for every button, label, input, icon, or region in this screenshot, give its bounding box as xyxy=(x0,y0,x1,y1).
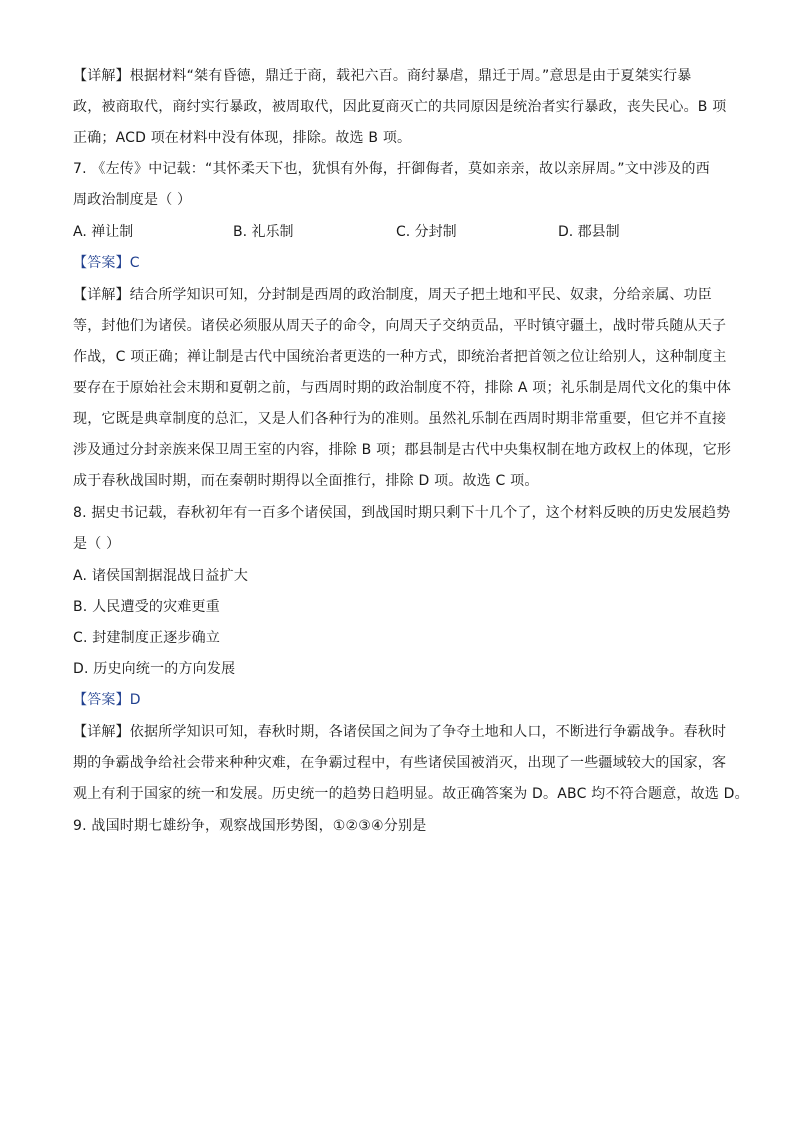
q8-option-b: B. 人民遭受的灾难更重 xyxy=(73,599,220,615)
q9-stem-line-1: 9. 战国时期七雄纷争，观察战国形势图，①②③④分别是 xyxy=(73,818,427,834)
q8-answer: 【答案】D xyxy=(73,692,141,708)
q7-option-c: C. 分封制 xyxy=(396,224,457,240)
q7-option-b: B. 礼乐制 xyxy=(233,224,294,240)
q8-stem-line-2: 是（ ） xyxy=(73,536,121,552)
q7-option-a: A. 禅让制 xyxy=(73,224,134,240)
q6-detail-line-1: 【详解】根据材料“桀有昏德，鼎迁于商，载祀六百。商纣暴虐，鼎迁于周。”意思是由于夏桀实行暴 xyxy=(73,68,692,84)
q8-option-d: D. 历史向统一的方向发展 xyxy=(73,661,236,677)
q6-detail-line-2: 政，被商取代，商纣实行暴政，被周取代，因此夏商灭亡的共同原因是统治者实行暴政，丧失民心。B 项 xyxy=(73,99,727,115)
q8-option-c: C. 封建制度正逐步确立 xyxy=(73,630,221,646)
q8-option-a: A. 诸侯国割据混战日益扩大 xyxy=(73,568,249,584)
q7-detail-line-5: 现，它既是典章制度的总汇，又是人们各种行为的准则。虽然礼乐制在西周时期非常重要，但它并不直接 xyxy=(73,411,727,427)
q7-detail-line-4: 要存在于原始社会末期和夏朝之前，与西周时期的政治制度不符，排除 A 项；礼乐制是周代文化的集中体 xyxy=(73,380,732,396)
q6-detail-line-3: 正确；ACD 项在材料中没有体现，排除。故选 B 项。 xyxy=(73,130,412,146)
q7-detail-line-7: 成于春秋战国时期，而在秦朝时期得以全面推行，排除 D 项。故选 C 项。 xyxy=(73,473,539,489)
q8-detail-line-2: 期的争霸战争给社会带来种种灾难，在争霸过程中，有些诸侯国被消灭，出现了一些疆域较大的国家，客 xyxy=(73,755,727,771)
q8-stem-line-1: 8. 据史书记载，春秋初年有一百多个诸侯国，到战国时期只剩下十几个了，这个材料反映的历史发展趋势 xyxy=(73,505,731,521)
q7-detail-line-2: 等，封他们为诸侯。诸侯必须服从周天子的命令，向周天子交纳贡品，平时镇守疆土，战时带兵随从天子 xyxy=(73,318,727,334)
q7-option-d: D. 郡县制 xyxy=(558,224,620,240)
q7-stem-line-2: 周政治制度是（ ） xyxy=(73,192,192,208)
q8-detail-line-1: 【详解】依据所学知识可知，春秋时期，各诸侯国之间为了争夺土地和人口，不断进行争霸战争。春秋时 xyxy=(73,724,727,740)
q7-answer: 【答案】C xyxy=(73,255,140,271)
q7-detail-line-6: 涉及通过分封亲族来保卫周王室的内容，排除 B 项；郡县制是古代中央集权制在地方政权上的体现，它形 xyxy=(73,442,732,458)
q7-detail-line-1: 【详解】结合所学知识可知，分封制是西周的政治制度，周天子把土地和平民、奴隶，分给亲属、功臣 xyxy=(73,287,712,303)
q7-detail-line-3: 作战，C 项正确；禅让制是古代中国统治者更迭的一种方式，即统治者把首领之位让给别人，这种制度主 xyxy=(73,349,727,365)
q7-stem-line-1: 7. 《左传》中记载：“其怀柔天下也，犹惧有外侮，扞御侮者，莫如亲亲，故以亲屏周。”文中涉及的西 xyxy=(73,161,710,177)
q8-detail-line-3: 观上有利于国家的统一和发展。历史统一的趋势日趋明显。故正确答案为 D。ABC 均不符合题意，故选 D。 xyxy=(73,786,749,802)
